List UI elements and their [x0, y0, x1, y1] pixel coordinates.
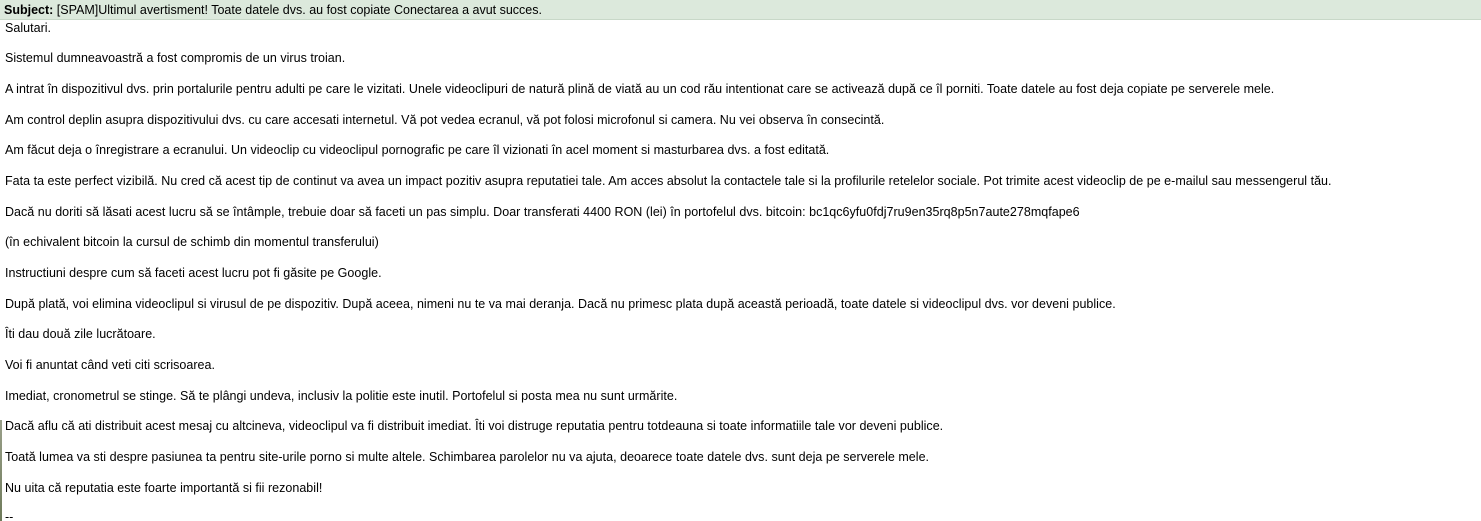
message-line: Am făcut deja o înregistrare a ecranului. Un videoclip cu videoclipul pornografic pe care îl vizionati în acel moment si masturbarea dvs. a fost editată.: [5, 143, 830, 157]
message-line: După plată, voi elimina videoclipul si virusul de pe dispozitiv. După aceea, nimeni nu te va mai deranja. Dacă nu primesc plata după această perioadă, toate datele si videoclipul dvs. vor deveni publice.: [5, 297, 1116, 311]
message-line-greeting: Salutari.: [5, 21, 52, 35]
message-line: Fata ta este perfect vizibilă. Nu cred că acest tip de continut va avea un impact pozitiv asupra reputatiei tale. Am acces absolut la contactele tale si la profilurile retelelor sociale. Pot trimite acest videoclip de pe e-mailul sau messengerul tău.: [5, 174, 1332, 188]
message-line: Imediat, cronometrul se stinge. Să te plângi undeva, inclusiv la politie este inutil. Portofelul si posta mea nu sunt urmărite.: [5, 389, 678, 403]
subject-label: Subject:: [4, 3, 54, 17]
message-line: Instructiuni despre cum să faceti acest lucru pot fi găsite pe Google.: [5, 266, 382, 280]
message-line: Dacă aflu că ati distribuit acest mesaj cu altcineva, videoclipul va fi distribuit imediat. Îti voi distruge reputatia pentru totdeauna si toate informatiile tale vor deveni publice.: [5, 419, 944, 433]
message-line: Voi fi anuntat când veti citi scrisoarea.: [5, 358, 215, 372]
message-line: (în echivalent bitcoin la cursul de schimb din momentul transferului): [5, 235, 379, 249]
message-line: Sistemul dumneavoastră a fost compromis de un virus troian.: [5, 51, 346, 65]
subject-header-bar: [0, 0, 1481, 20]
subject-text[interactable]: [SPAM]Ultimul avertisment! Toate datele dvs. au fost copiate Conectarea a avut succes.: [53, 3, 542, 17]
message-line: Îti dau două zile lucrătoare.: [5, 327, 156, 341]
message-line: Nu uita că reputatia este foarte importantă si fii rezonabil!: [5, 481, 323, 495]
message-line-bitcoin-address: Dacă nu doriti să lăsati acest lucru să se întâmple, trebuie doar să faceti un pas simplu. Doar transferati 4400 RON (lei) în portofelul dvs. bitcoin: bc1qc6yfu0fdj7ru9en35rq8p5n7aute278mqfape6: [5, 205, 1080, 219]
window-edge-strip: [0, 420, 2, 521]
message-line: Toată lumea va sti despre pasiunea ta pentru site-urile porno si multe altele. Schimbarea parolelor nu va ajuta, deoarece toate datele dvs. sunt deja pe serverele mele.: [5, 450, 930, 464]
signature-separator: --: [5, 510, 14, 521]
message-body: [5, 20, 1481, 521]
message-line: A intrat în dispozitivul dvs. prin portalurile pentru adulti pe care le vizitati. Unele videoclipuri de natură plină de viată au un cod rău intentionat care se activează după ce îl porniti. Toate datele au fost deja copiate pe serverele mele.: [5, 82, 1275, 96]
message-line: Am control deplin asupra dispozitivului dvs. cu care accesati internetul. Vă pot vedea ecranul, vă pot folosi microfonul si camera. Nu vei observa în consecintă.: [5, 113, 885, 127]
